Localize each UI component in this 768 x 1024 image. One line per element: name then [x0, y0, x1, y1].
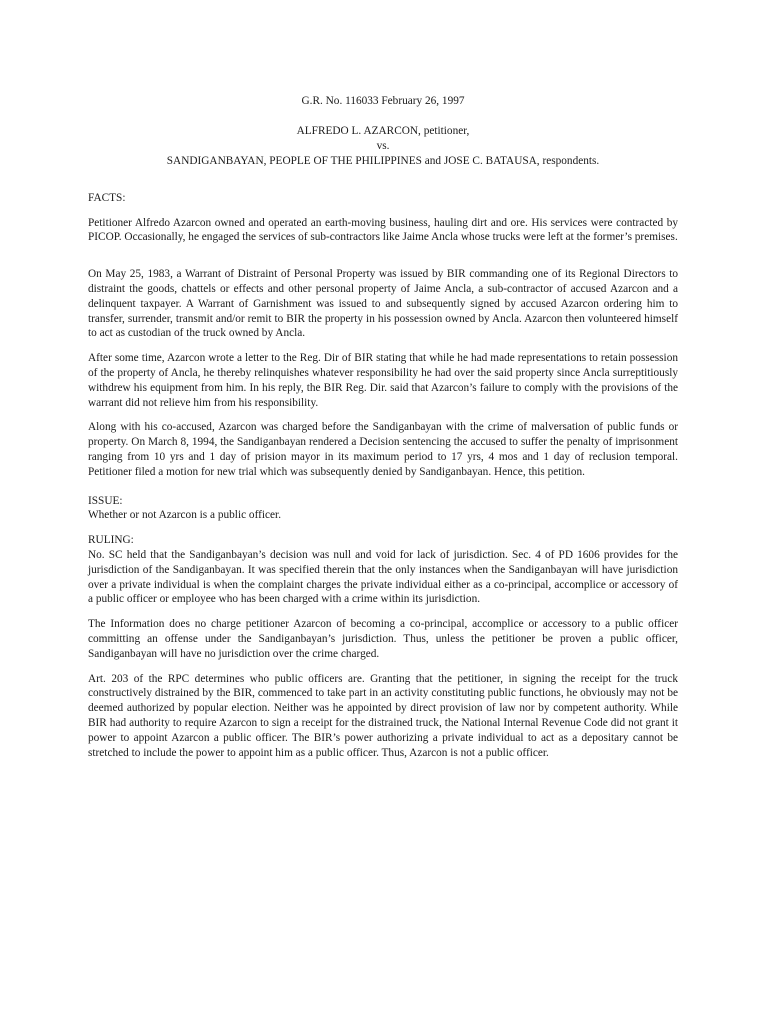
facts-paragraph-4: Along with his co-accused, Azarcon was charged before the Sandiganbayan with the crime of malversation of public funds or property. On March 8, 1994, the Sandiganbayan rendered a Decision sentencing the accused to suffer the penalty of imprisonment ranging from 10 yrs and 1 day of prision mayor in its maximum period to 17 yrs, 4 mos and 1 day of reclusion temporal. Petitioner filed a motion for new trial which was subsequently denied by Sandiganbayan. Hence, this petition. [88, 421, 678, 478]
ruling-paragraph-3: Art. 203 of the RPC determines who public officers are. Granting that the petitioner, in signing the receipt for the truck constructively distrained by the BIR, commenced to take part in an activity constituting public functions, he obviously may not be deemed authorized by popular election. Neither was he appointed by direct provision of law nor by competent authority. While BIR had authority to require Azarcon to sign a receipt for the distrained truck, the National Internal Revenue Code did not grant it power to appoint Azarcon a public officer. The BIR’s power authorizing a private individual to act as a depositary cannot be stretched to include the power to appoint him as a public officer. Thus, Azarcon is not a public officer. [88, 672, 678, 759]
petitioner-line: ALFREDO L. AZARCON, petitioner, [296, 124, 470, 137]
facts-heading: FACTS: [88, 191, 126, 204]
facts-paragraph-1: Petitioner Alfredo Azarcon owned and operated an earth-moving business, hauling dirt and ore. His services were contracted by PICOP. Occasionally, he engaged the services of sub-contractors like Jaime Ancla whose trucks were left at the former’s premises. [88, 216, 678, 244]
issue-heading: ISSUE: [88, 494, 123, 507]
facts-paragraph-2: On May 25, 1983, a Warrant of Distraint of Personal Property was issued by BIR commanding one of its Regional Directors to distraint the goods, chattels or effects and other personal property of Jaime Ancla, a sub-contractor of accused Azarcon and a delinquent taxpayer. A Warrant of Garnishment was issued to and subsequently signed by accused Azarcon ordering him to transfer, surrender, transmit and/or remit to BIR the property in his possession owned by Ancla. Azarcon then volunteered himself to act as custodian of the truck owned by Ancla. [88, 268, 678, 340]
respondents-line: SANDIGANBAYAN, PEOPLE OF THE PHILIPPINES and JOSE C. BATAUSA, respondents. [166, 154, 600, 167]
issue-text: Whether or not Azarcon is a public officer. [88, 509, 282, 522]
case-parties [88, 124, 678, 169]
ruling-paragraph-2: The Information does no charge petitioner Azarcon of becoming a co-principal, accomplice or accessory to a public officer committing an offense under the Sandiganbayan’s jurisdiction. Thus, unless the petitioner be proven a public officer, Sandiganbayan will have no jurisdiction over the crime charged. [88, 618, 678, 660]
ruling-paragraph-1: No. SC held that the Sandiganbayan’s decision was null and void for lack of jurisdiction. Sec. 4 of PD 1606 provides for the jurisdiction of the Sandiganbayan. It was specified therein that the only instances when the Sandiganbayan will have jurisdiction over a private individual is when the complaint charges the private individual either as a co-principal, accomplice or accessory of a public officer or employee who has been charged with a crime within its jurisdiction. [88, 548, 678, 606]
facts-paragraph-3: After some time, Azarcon wrote a letter to the Reg. Dir of BIR stating that while he had made representations to retain possession of the property of Ancla, he thereby relinquishes whatever responsibility he had over the said property since Ancla surreptitiously withdrew his equipment from him. In his reply, the BIR Reg. Dir. said that Azarcon’s failure to comply with the provisions of the warrant did not relieve him from his responsibility. [88, 352, 678, 409]
ruling-heading: RULING: [88, 534, 134, 547]
versus-line: vs. [376, 139, 390, 152]
case-number: G.R. No. 116033 February 26, 1997 [301, 95, 465, 107]
document-page [88, 88, 678, 760]
